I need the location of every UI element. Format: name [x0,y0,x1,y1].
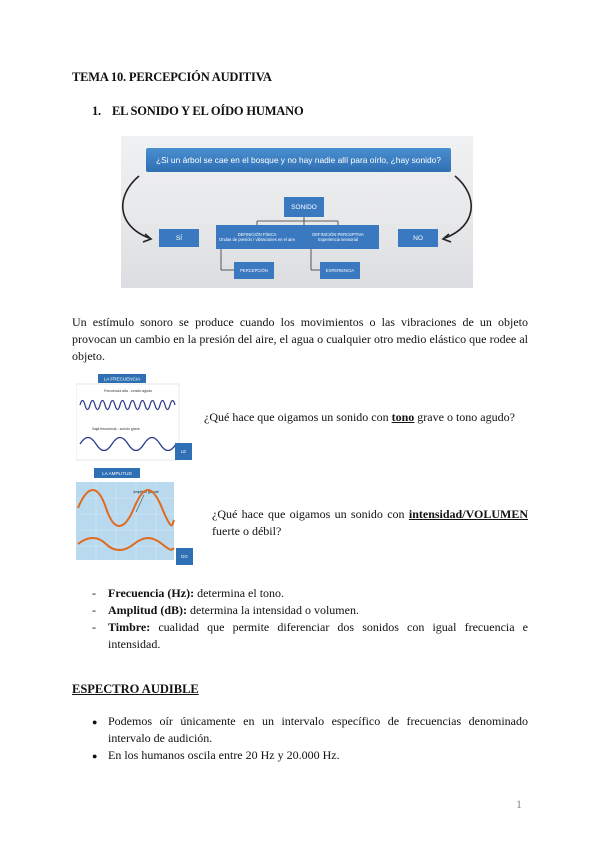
section-title: EL SONIDO Y EL OÍDO HUMANO [112,104,304,118]
section-number: 1. [92,104,101,118]
right-curved-arrow [445,176,471,238]
amplitude-waves-graphic [76,468,176,560]
volume-question: ¿Qué hace que oigamos un sonido con intensidad/VOLUMEN fuerte o débil? [212,507,528,538]
sound-concept-diagram [121,136,473,288]
list-item: ● En los humanos oscila entre 20 Hz y 20.000 Hz. [92,747,528,764]
section-heading-1 [92,104,303,119]
amplitude-tag: DG [176,548,193,565]
frequency-tag: LE [175,443,192,460]
amplitude-caption: Amplitud grande [133,490,159,494]
tone-keyword: tono [391,410,415,424]
audible-spectrum-list [92,713,528,764]
list-item: - Amplitud (dB): determina la intensidad o volumen. [92,602,528,619]
physical-definition-title: DEFINICIÓN FÍSICA [237,232,277,237]
list-item: ● Podemos oír únicamente en un intervalo específico de frecuencias denominado intervalo de audición. [92,713,528,747]
bottom-right-box: EXPERIENCIA [320,262,360,279]
perceptual-definition-title: DEFINICIÓN PERCEPTIVA [312,232,364,237]
volume-keyword: intensidad/VOLUMEN [408,507,528,521]
definitions-list [92,585,528,653]
bottom-left-box: PERCEPCIÓN [234,262,274,279]
list-item: - Frecuencia (Hz): determina el tono. [92,585,528,602]
no-box: NO [398,229,438,247]
section-heading-2: ESPECTRO AUDIBLE [72,682,199,696]
list-item: - Timbre: cualidad que permite diferenciar dos sonidos con igual frecuencia e intensidad. [92,619,528,653]
perceptual-definition-sub: Experiencia sensorial [318,237,358,242]
diagram-question: ¿Si un árbol se cae en el bosque y no hay nadie allí para oírlo, ¿hay sonido? [146,148,451,172]
si-box: SÍ [159,229,199,247]
frequency-label: LA FRECUENCIA [103,376,141,382]
low-frequency-caption: Baja frecuencia - sonido grave [92,427,140,431]
page-number: 1 [516,797,522,811]
tone-question: ¿Qué hace que oigamos un sonido con tono grave o tono agudo? [204,410,515,424]
amplitude-label: LA AMPLITUD [102,471,132,476]
frequency-figure [76,374,183,462]
amplitude-figure [76,468,176,560]
high-frequency-caption: Frecuencia alta - sonido agudo [103,389,153,393]
stimulus-paragraph: Un estímulo sonoro se produce cuando los movimientos o las vibraciones de un objeto provocan un cambio en la presión del aire, el agua o cualquier otro medio elástico que rodee al objeto. [72,315,528,363]
physical-definition-sub: Ondas de presión / vibraciones en el aire [218,237,296,242]
left-curved-arrow [123,176,149,238]
frequency-waves-graphic [76,374,183,462]
document-title: TEMA 10. PERCEPCIÓN AUDITIVA [72,70,272,84]
sonido-box: SONIDO [284,197,324,217]
physical-definition-box [216,225,298,249]
perceptual-definition-box [297,225,379,249]
